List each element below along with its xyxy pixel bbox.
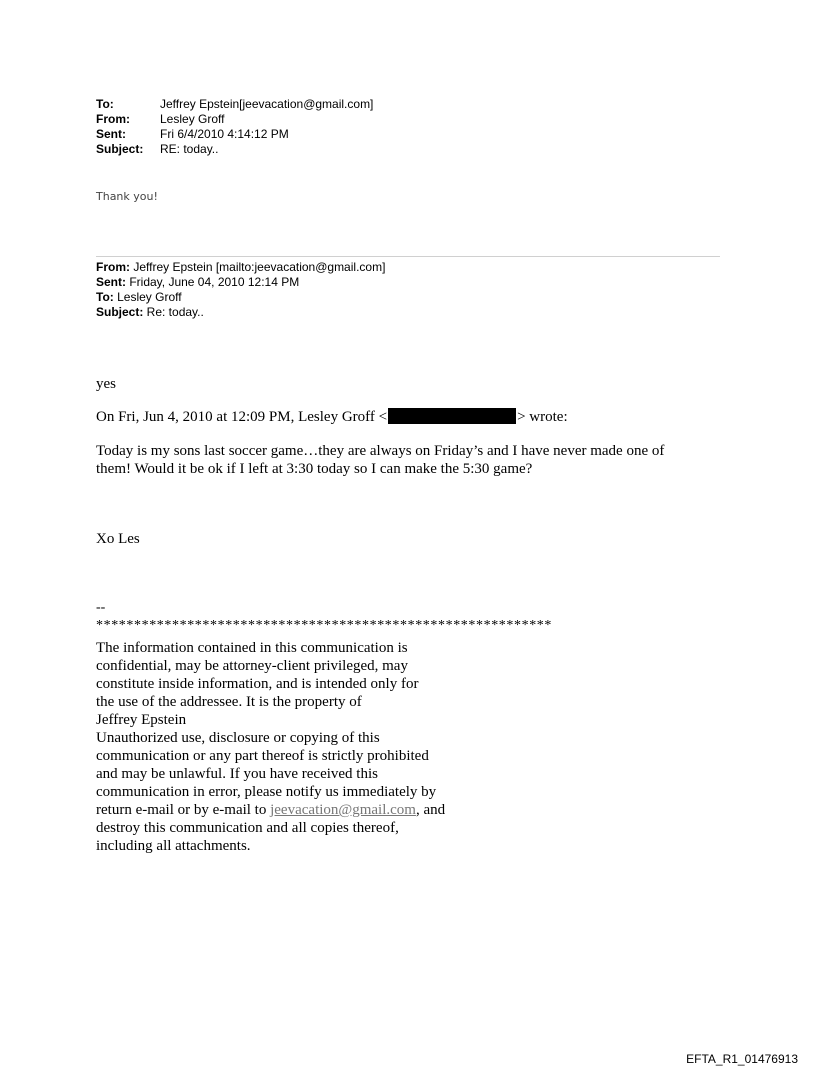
- fwd-sent-value: Friday, June 04, 2010 12:14 PM: [126, 275, 300, 289]
- fwd-sent-label: Sent:: [96, 275, 126, 289]
- disclaimer-line: constitute inside information, and is intended only for: [96, 676, 419, 692]
- disclaimer-line: Jeffrey Epstein: [96, 712, 187, 728]
- signature: Xo Les: [96, 531, 140, 547]
- disclaimer-line: communication in error, please notify us immediately by: [96, 784, 437, 800]
- disclaimer-line: confidential, may be attorney-client privileged, may: [96, 658, 408, 674]
- subject-label: Subject:: [96, 142, 144, 156]
- disclaimer-line: destroy this communication and all copies thereof,: [96, 820, 399, 836]
- fwd-subject-row: [96, 305, 385, 320]
- header-from-row: [96, 112, 373, 127]
- fwd-from-value: Jeffrey Epstein [mailto:jeevacation@gmail.com]: [130, 260, 386, 274]
- confidentiality-disclaimer: [96, 639, 476, 855]
- forwarded-header: [96, 260, 385, 320]
- subject-value: RE: today..: [160, 142, 219, 156]
- divider: [96, 256, 720, 257]
- message-line: Today is my sons last soccer game…they are always on Friday’s and I have never made one of: [96, 443, 665, 459]
- email-link[interactable]: jeevacation@gmail.com: [270, 802, 416, 818]
- fwd-subject-label: Subject:: [96, 305, 144, 319]
- from-label: From:: [96, 112, 130, 126]
- redaction-block: [388, 408, 516, 424]
- disclaimer-line: communication or any part thereof is strictly prohibited: [96, 748, 429, 764]
- disclaimer-line: Unauthorized use, disclosure or copying of this: [96, 730, 380, 746]
- disclaimer-line: and may be unlawful. If you have received this: [96, 766, 378, 782]
- asterisk-separator: ************************************************************: [96, 618, 552, 633]
- quote-attribution: [96, 408, 568, 426]
- disclaimer-text: , and: [415, 802, 446, 818]
- fwd-to-row: [96, 290, 385, 305]
- sent-value: Fri 6/4/2010 4:14:12 PM: [160, 127, 289, 141]
- to-value: Jeffrey Epstein[jeevacation@gmail.com]: [160, 97, 374, 111]
- body-yes: yes: [96, 376, 116, 392]
- email-header: [96, 97, 373, 157]
- fwd-sent-row: [96, 275, 385, 290]
- disclaimer-line: including all attachments.: [96, 838, 251, 854]
- fwd-subject-value: Re: today..: [143, 305, 204, 319]
- disclaimer-line: the use of the addressee. It is the property of: [96, 694, 362, 710]
- fwd-from-row: [96, 260, 385, 275]
- message-line: them! Would it be ok if I left at 3:30 today so I can make the 5:30 game?: [96, 461, 533, 477]
- disclaimer-text: return e-mail or by e-mail to: [96, 802, 271, 818]
- disclaimer-line-with-link: [96, 801, 476, 819]
- header-to-row: [96, 97, 373, 112]
- message-body: [96, 442, 716, 478]
- disclaimer-line: The information contained in this communication is: [96, 640, 408, 656]
- reply-text: Thank you!: [96, 190, 158, 203]
- fwd-from-label: From:: [96, 260, 130, 274]
- document-id: EFTA_R1_01476913: [686, 1052, 798, 1066]
- sent-label: Sent:: [96, 127, 126, 141]
- signature-dash: --: [96, 600, 106, 615]
- header-sent-row: [96, 127, 373, 142]
- to-label: To:: [96, 97, 114, 111]
- quote-suffix: > wrote:: [517, 409, 568, 425]
- from-value: Lesley Groff: [160, 112, 225, 126]
- header-subject-row: [96, 142, 373, 157]
- fwd-to-label: To:: [96, 290, 114, 304]
- fwd-to-value: Lesley Groff: [113, 290, 182, 304]
- quote-prefix: On Fri, Jun 4, 2010 at 12:09 PM, Lesley Groff <: [96, 409, 388, 425]
